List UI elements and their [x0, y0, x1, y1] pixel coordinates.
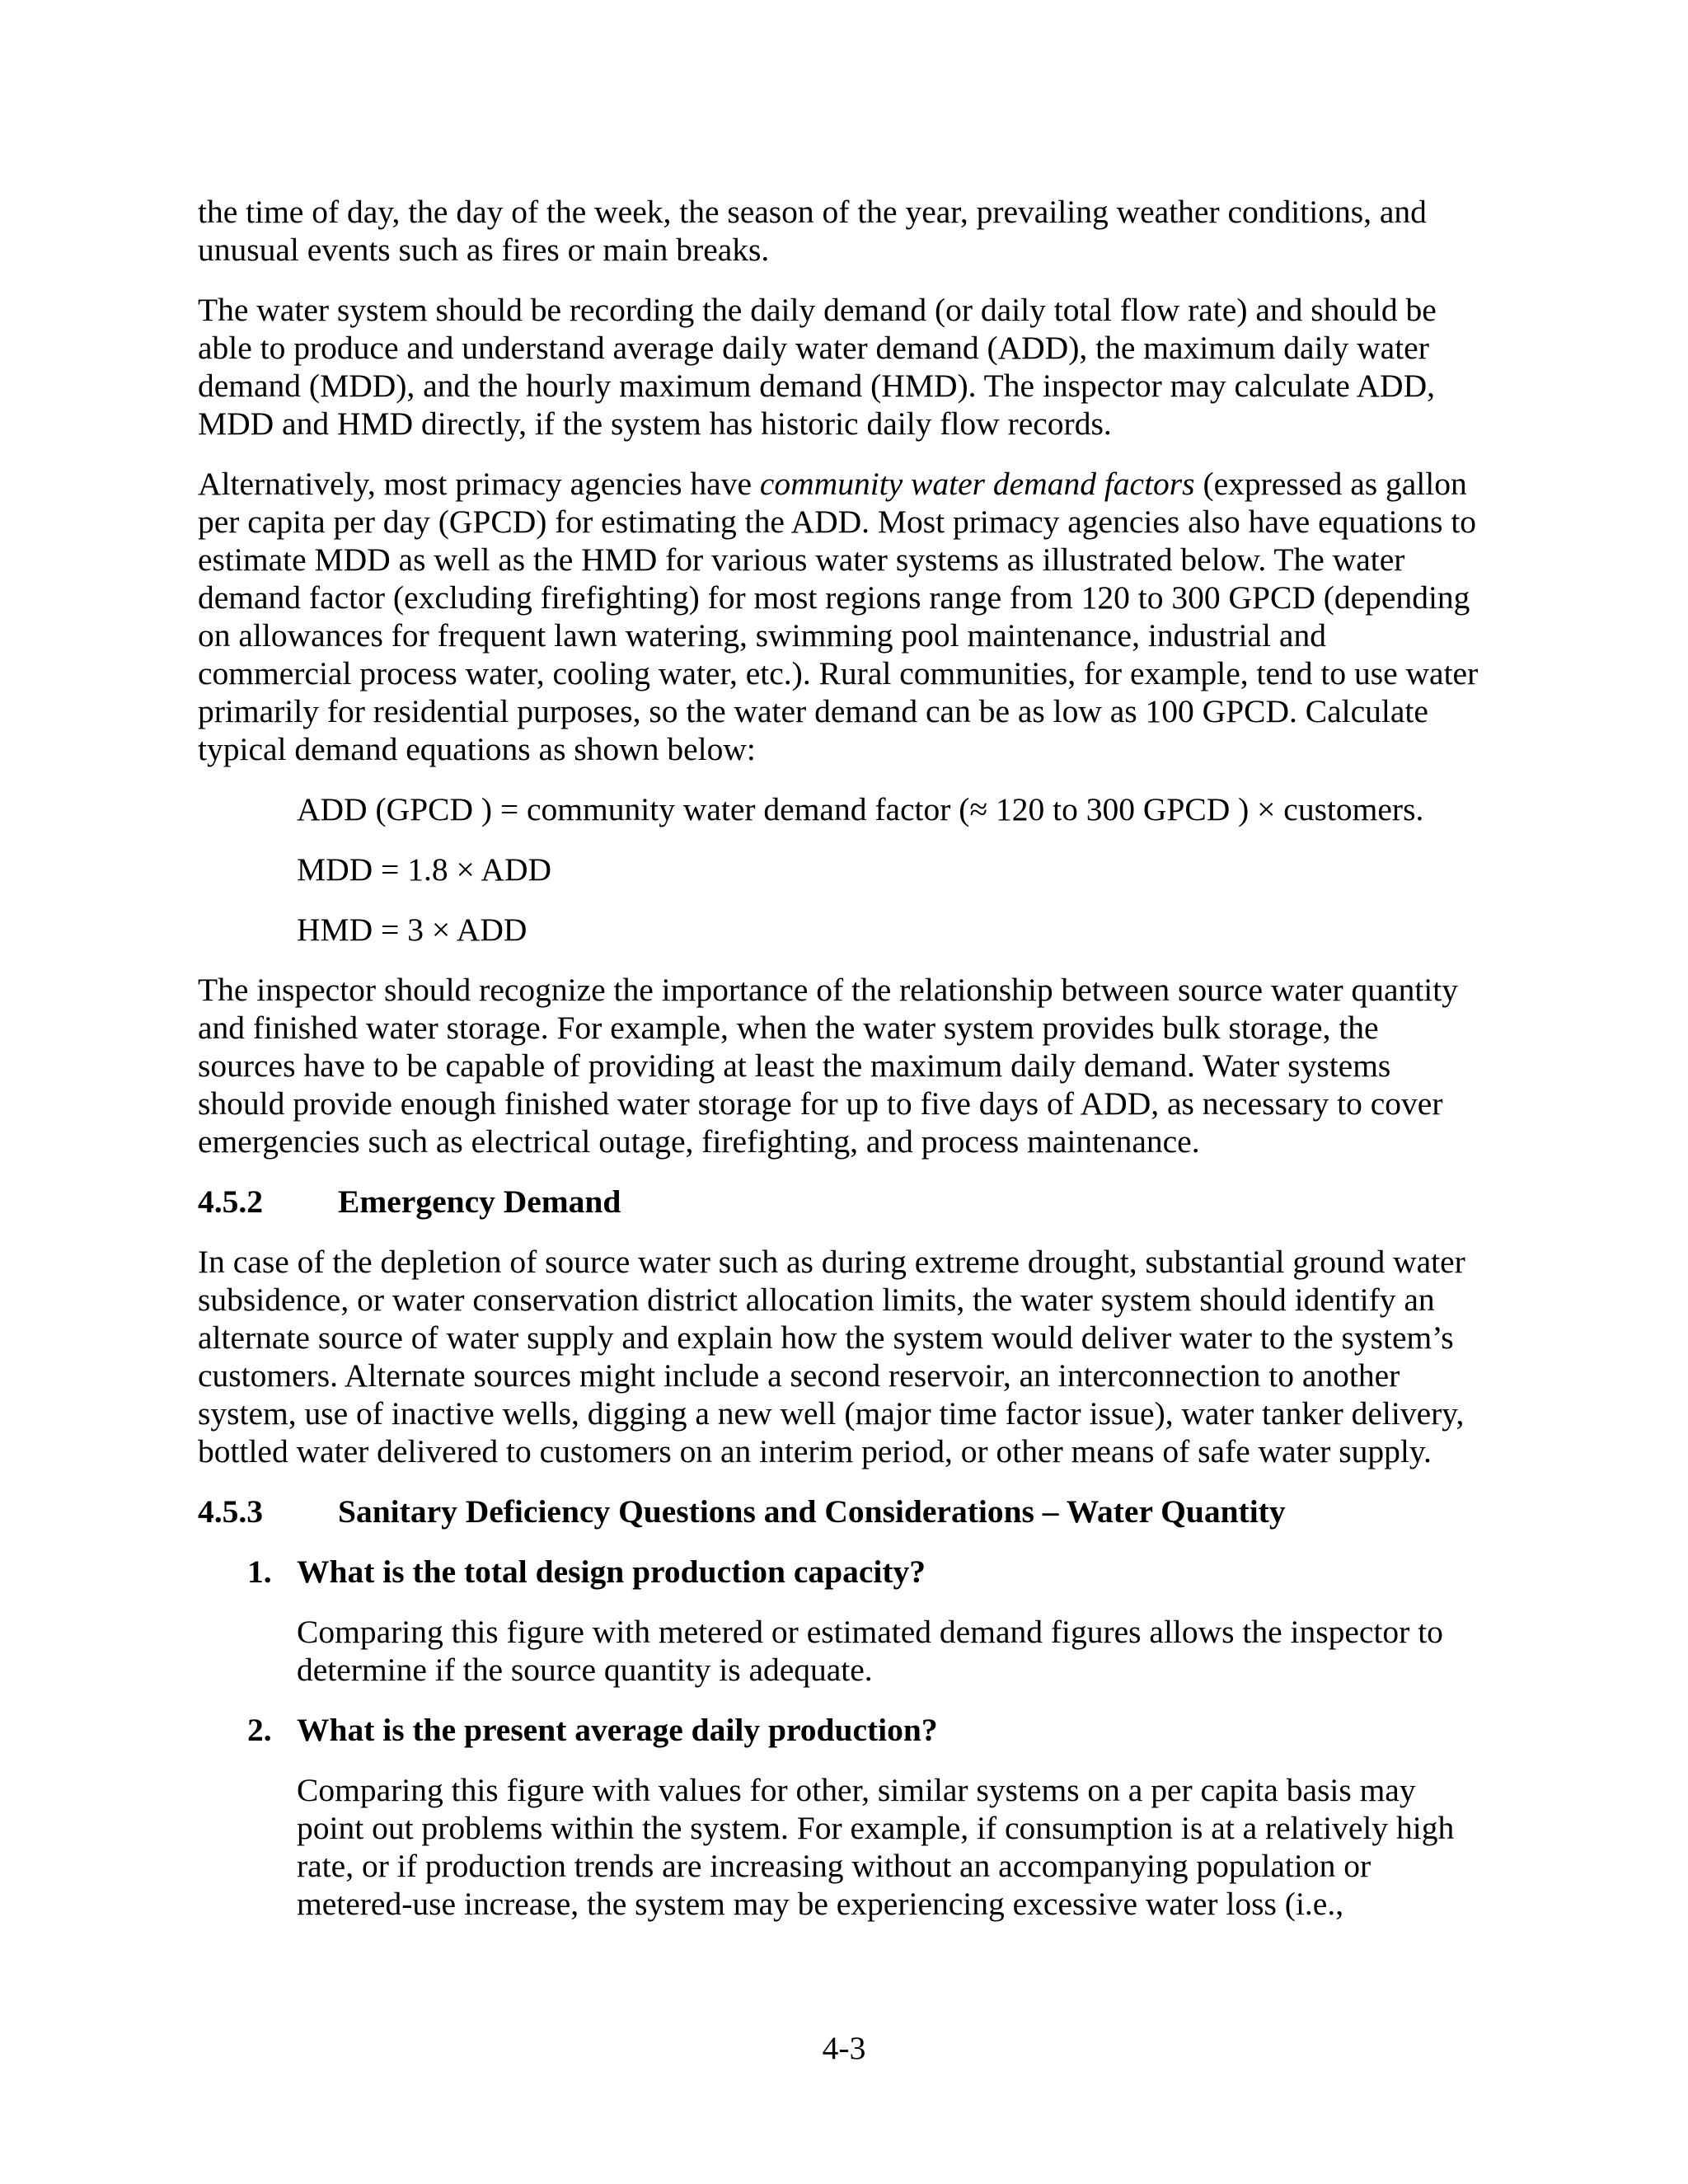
page-content — [198, 193, 1484, 1945]
paragraph-demand-factors-end: (expressed as gallon per capita per day (GPCD) for estimating the ADD. Most primacy agencies also have equations to estimate MDD as well as the HMD for various water systems as illustrated below. The water demand factor (excluding firefighting) for most regions range from 120 to 300 GPCD (depending on allowances for frequent lawn watering, swimming pool maintenance, industrial and commercial process water, cooling water, etc.). Rural communities, for example, tend to use water primarily for residential purposes, so the water demand can be as low as 100 GPCD. Calculate typical demand equations as shown below: — [198, 466, 1479, 767]
question-2 — [247, 1711, 1484, 1749]
page-number: 4-3 — [822, 2030, 866, 2066]
section-heading-4-5-3 — [198, 1493, 1484, 1530]
question-1 — [247, 1553, 1484, 1591]
paragraph-demand-factors-start: Alternatively, most primacy agencies have — [198, 466, 760, 502]
equation-hmd: HMD = 3 × ADD — [297, 912, 528, 948]
section-title: Emergency Demand — [338, 1183, 621, 1220]
question-2-answer: Comparing this figure with values for other, similar systems on a per capita basis may point out problems within the system. For example, if consumption is at a relatively high rate, or if production trends are increasing without an accompanying population or metered-use increase, the system may be experiencing excessive water loss (i.e., — [297, 1772, 1455, 1922]
section-heading-4-5-2 — [198, 1183, 1484, 1221]
question-number: 2. — [247, 1712, 272, 1748]
section-number: 4.5.3 — [198, 1493, 263, 1530]
demand-factors-term: community water demand factors — [759, 466, 1195, 502]
equation-mdd: MDD = 1.8 × ADD — [297, 851, 551, 888]
section-title: Sanitary Deficiency Questions and Considerations – Water Quantity — [338, 1493, 1286, 1530]
section-number: 4.5.2 — [198, 1183, 263, 1220]
paragraph-demand-factors — [198, 465, 1484, 768]
paragraph-intro: the time of day, the day of the week, the season of the year, prevailing weather conditions, and unusual events such as fires or main breaks. — [198, 194, 1427, 268]
question-text: What is the present average daily production? — [297, 1712, 938, 1748]
paragraph-recording-demand: The water system should be recording the daily demand (or daily total flow rate) and should be able to produce and understand average daily water demand (ADD), the maximum daily water demand (MDD), and the hourly maximum demand (HMD). The inspector may calculate ADD, MDD and HMD directly, if the system has historic daily flow records. — [198, 292, 1437, 442]
paragraph-emergency: In case of the depletion of source water such as during extreme drought, substantial ground water subsidence, or water conservation district allocation limits, the water system should identify an alternate source of water supply and explain how the system would deliver water to the system’s customers. Alternate sources might include a second reservoir, an interconnection to another system, use of inactive wells, digging a new well (major time factor issue), water tanker delivery, bottled water delivered to customers on an interim period, or other means of safe water supply. — [198, 1244, 1465, 1469]
question-number: 1. — [247, 1554, 272, 1590]
question-text: What is the total design production capacity? — [297, 1554, 926, 1590]
equation-add: ADD (GPCD ) = community water demand factor (≈ 120 to 300 GPCD ) × customers. — [297, 791, 1424, 827]
question-1-answer: Comparing this figure with metered or estimated demand figures allows the inspector to determine if the source quantity is adequate. — [297, 1614, 1443, 1688]
paragraph-storage: The inspector should recognize the importance of the relationship between source water quantity and finished water storage. For example, when the water system provides bulk storage, the sources have to be capable of providing at least the maximum daily demand. Water systems should provide enough finished water storage for up to five days of ADD, as necessary to cover emergencies such as electrical outage, firefighting, and process maintenance. — [198, 972, 1458, 1160]
